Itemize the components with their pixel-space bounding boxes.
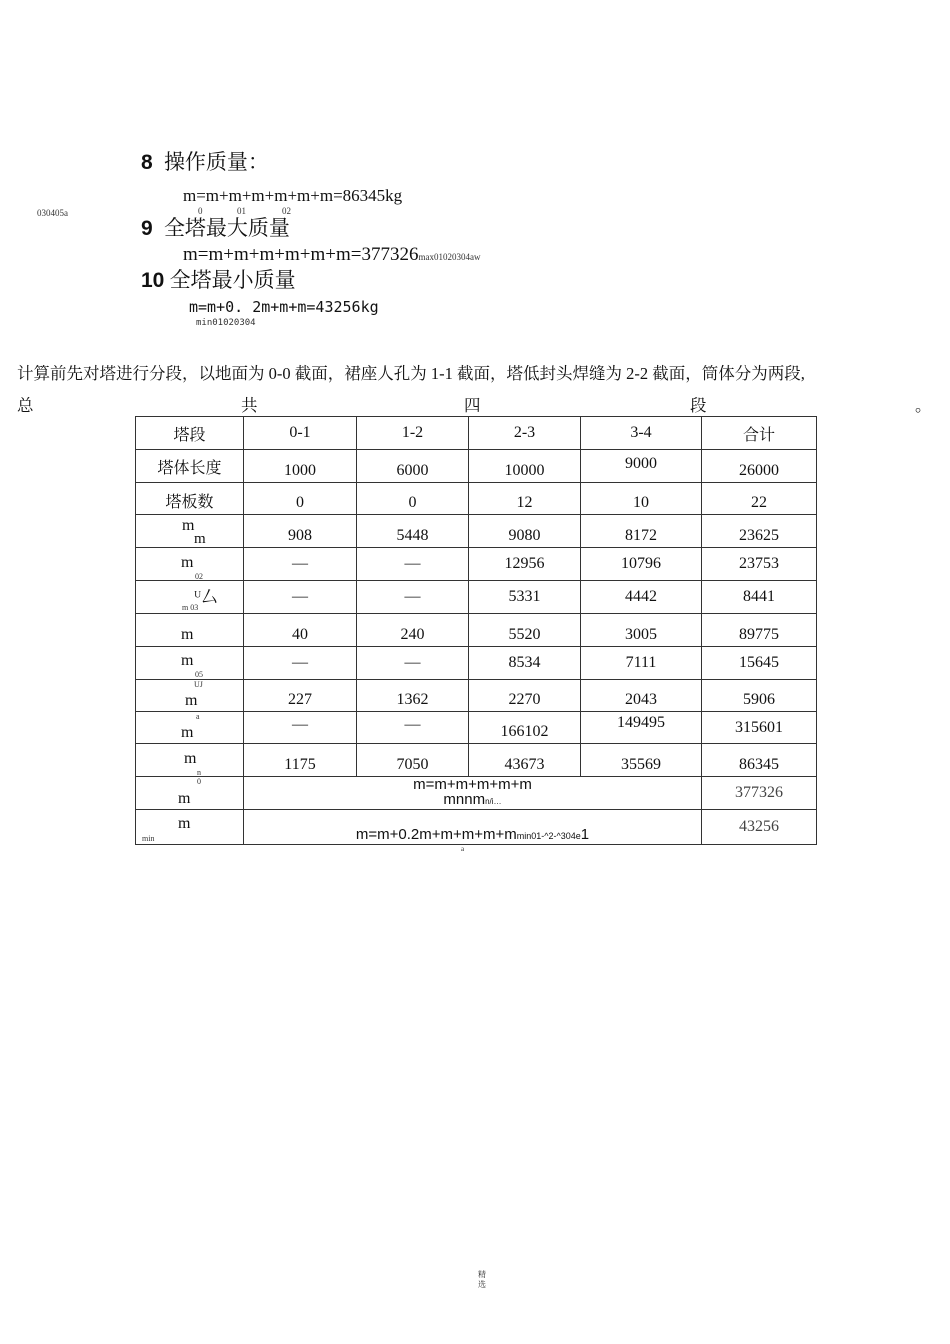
section-8-formula: m=m+m+m+m+m+m=86345kg [183, 186, 403, 205]
row-label-cell [136, 744, 244, 777]
table-cell: 12956 [469, 548, 581, 581]
table-cell: 43673 [469, 744, 581, 777]
header-cell: 3-4 [581, 417, 702, 450]
row-label-cell [136, 647, 244, 680]
table-cell: 89775 [702, 614, 817, 647]
table-header-row [136, 417, 817, 450]
min-formula-main: m=m+0.2m+m+m+m+m [355, 826, 517, 843]
table-cell: 8441 [702, 581, 817, 614]
table-cell: 4442 [581, 581, 702, 614]
table-row [136, 483, 817, 515]
row-label-cell [136, 581, 244, 614]
header-cell: 塔段 [136, 417, 244, 450]
paragraph-word-3: 四 [464, 396, 481, 415]
table-row [136, 450, 817, 483]
section-10-title: 全塔最小质量 [169, 268, 296, 292]
margin-note: 030405a [37, 208, 68, 218]
min-formula-cell [244, 810, 702, 845]
table-cell: 166102 [469, 712, 581, 744]
section-10-formula-sub: min01020304 [196, 318, 256, 328]
row-label-sub: m 03 [182, 603, 199, 612]
row-label-cell [136, 777, 244, 810]
row-label: m [178, 815, 191, 832]
table-cell: 12 [469, 483, 581, 515]
paragraph-word-2: 共 [241, 396, 258, 415]
row-label: 塔体长度 [136, 450, 244, 483]
section-10-formula: m=m+0. 2m+m+m=43256kg [189, 298, 379, 316]
table-cell: 315601 [702, 712, 817, 744]
section-10-heading [141, 264, 296, 294]
table-cell: — [357, 712, 469, 744]
table-cell: 8534 [469, 647, 581, 680]
paragraph-word-1: 总 [17, 396, 34, 415]
table-cell: 23625 [702, 515, 817, 548]
table-cell: 10796 [581, 548, 702, 581]
table-row [136, 712, 817, 744]
paragraph-line-2 [17, 392, 932, 415]
max-formula-line-1: m=m+m+m+m+m [413, 776, 532, 793]
table-row [136, 515, 817, 548]
table-cell: 10000 [469, 450, 581, 483]
header-cell: 1-2 [357, 417, 469, 450]
table-cell: — [357, 548, 469, 581]
table-cell: 149495 [581, 712, 702, 744]
table-cell: 3005 [581, 614, 702, 647]
table-cell: 1000 [244, 450, 357, 483]
section-8-sub-c: 02 [282, 206, 291, 216]
table-cell: — [244, 647, 357, 680]
table-row-min [136, 810, 817, 845]
table-cell: 240 [357, 614, 469, 647]
table-cell: 7050 [357, 744, 469, 777]
section-8-title: 操作质量： [163, 150, 269, 174]
header-cell: 合计 [702, 417, 817, 450]
row-label-sub: n [197, 768, 201, 777]
row-label-cell [136, 712, 244, 744]
section-9-number: 9 [141, 217, 153, 240]
table-cell: 5448 [357, 515, 469, 548]
mass-table [135, 416, 817, 845]
table-cell: — [244, 548, 357, 581]
table-cell: 5520 [469, 614, 581, 647]
row-label-cell [136, 515, 244, 548]
max-formula-line-2 [244, 792, 701, 809]
table-row [136, 548, 817, 581]
table-cell: — [244, 581, 357, 614]
section-9-formula-sub: max01020304aw [418, 252, 481, 262]
row-label: m [178, 790, 191, 807]
header-cell: 2-3 [469, 417, 581, 450]
table-cell: — [357, 647, 469, 680]
row-label-sub: 02 [195, 572, 203, 581]
min-formula-tail: 1 [580, 826, 590, 843]
section-9-formula-main: m=m+m+m+m+m+m=377326 [183, 244, 419, 265]
paragraph-word-5: 。 [915, 396, 932, 415]
row-label-sub: m [194, 531, 206, 547]
row-label: m [182, 517, 195, 534]
table-cell: 1175 [244, 744, 357, 777]
table-cell: — [357, 581, 469, 614]
table-cell: — [244, 712, 357, 744]
row-label-sub: a [196, 712, 200, 721]
section-8-heading [141, 146, 269, 176]
row-label: m [184, 750, 197, 767]
footer-line-2: 选 [478, 1280, 486, 1289]
max-formula-line-2-main: mnnm [443, 791, 486, 808]
table-row-max [136, 777, 817, 810]
table-row [136, 581, 817, 614]
table-cell: 10 [581, 483, 702, 515]
table-cell: 23753 [702, 548, 817, 581]
max-formula-cell [244, 777, 702, 810]
row-label-sub: 05 [195, 670, 203, 679]
row-label-sub: 0 [197, 777, 201, 786]
row-label-sub: UJ [194, 680, 203, 689]
row-label: 塔板数 [136, 483, 244, 515]
table-cell: 2270 [469, 680, 581, 712]
paragraph-word-4: 段 [690, 396, 707, 415]
row-label: m [181, 554, 194, 571]
table-cell: 35569 [581, 744, 702, 777]
table-cell: 7111 [581, 647, 702, 680]
table-cell: 15645 [702, 647, 817, 680]
table-cell: 86345 [702, 744, 817, 777]
row-label-cell [136, 680, 244, 712]
table-cell: 6000 [357, 450, 469, 483]
table-cell: 5331 [469, 581, 581, 614]
row-label-sub: min [142, 834, 155, 843]
table-row [136, 680, 817, 712]
row-label-cell [136, 810, 244, 845]
min-formula-under: a [461, 845, 465, 853]
table-row [136, 614, 817, 647]
row-label: m [181, 652, 194, 669]
paragraph-line-1: 计算前先对塔进行分段，以地面为 0-0 截面，裙座人孔为 1-1 截面，塔低封头焊缝为 2-2 截面，筒体分为两段, [17, 364, 805, 383]
section-9-formula [183, 244, 480, 266]
header-cell: 0-1 [244, 417, 357, 450]
table-cell: 908 [244, 515, 357, 548]
footer-line-1: 精 [478, 1270, 486, 1279]
min-formula-sub: min01-^2-^304e [516, 831, 581, 841]
table-cell: 9080 [469, 515, 581, 548]
section-9-title: 全塔最大质量 [163, 216, 290, 240]
section-9-heading [141, 212, 290, 242]
row-label-cell [136, 548, 244, 581]
section-10-number: 10 [141, 269, 165, 292]
max-formula-line-2-sub: n/i… [485, 797, 502, 806]
table-cell: 8172 [581, 515, 702, 548]
table-cell: 40 [244, 614, 357, 647]
section-8-number: 8 [141, 151, 153, 174]
table-cell: 1362 [357, 680, 469, 712]
row-label: m [181, 724, 194, 741]
row-label: m [136, 614, 244, 647]
table-cell: 5906 [702, 680, 817, 712]
table-cell: 0 [357, 483, 469, 515]
table-cell: 22 [702, 483, 817, 515]
section-8-sub-a: 0 [198, 206, 203, 216]
table-cell: 9000 [581, 450, 702, 483]
min-total-cell: 43256 [702, 810, 817, 845]
row-label: m [185, 692, 198, 709]
table-cell: 26000 [702, 450, 817, 483]
page-footer [478, 1270, 486, 1290]
table-cell: 227 [244, 680, 357, 712]
max-total-cell: 377326 [702, 777, 817, 810]
table-row [136, 647, 817, 680]
table-row [136, 744, 817, 777]
section-8-sub-b: 01 [237, 206, 246, 216]
table-cell: 2043 [581, 680, 702, 712]
table-cell: 0 [244, 483, 357, 515]
row-label: ᵁ厶 [194, 589, 218, 606]
